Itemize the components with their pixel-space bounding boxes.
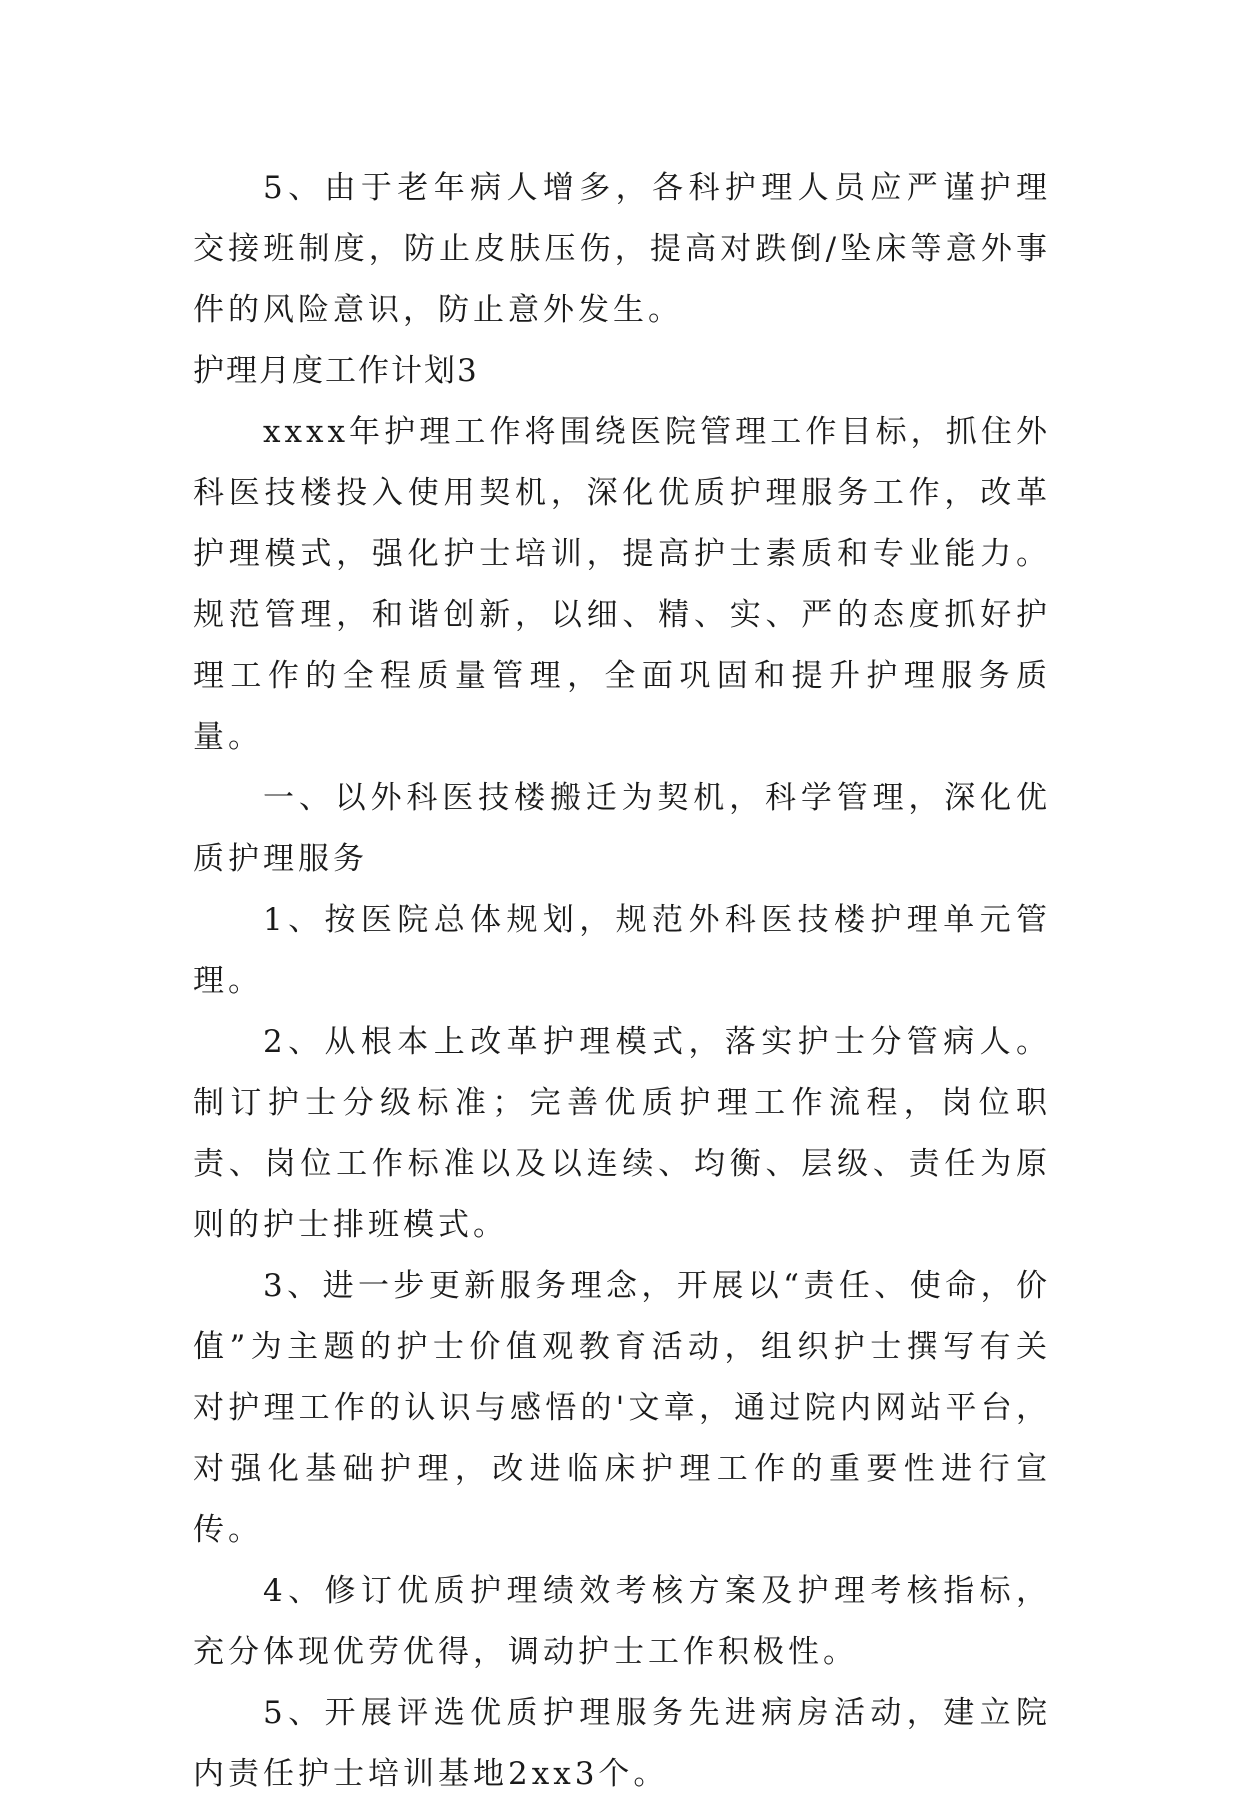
intro-paragraph: xxxx年护理工作将围绕医院管理工作目标，抓住外科医技楼投入使用契机，深化优质护理服务工作，改革护理模式，强化护士培训，提高护士素质和专业能力。规范管理，和谐创新，以细、精、实、严的态度抓好护理工作的全程质量管理，全面巩固和提升护理服务质量。 (193, 414, 1051, 755)
paragraph-item-5: 5、开展评选优质护理服务先进病房活动，建立院内责任护士培训基地2xx3个。 (193, 1695, 1051, 1792)
subsection-heading-1: 一、以外科医技楼搬迁为契机，科学管理，深化优质护理服务 (193, 780, 1051, 877)
paragraph-item-2: 2、从根本上改革护理模式，落实护士分管病人。制订护士分级标准；完善优质护理工作流程，岗位职责、岗位工作标准以及以连续、均衡、层级、责任为原则的护士排班模式。 (193, 1024, 1051, 1243)
document-body (193, 158, 1051, 1805)
paragraph-item-5-skin-safety: 5、由于老年病人增多，各科护理人员应严谨护理交接班制度，防止皮肤压伤，提高对跌倒/坠床等意外事件的风险意识，防止意外发生。 (193, 170, 1051, 328)
paragraph-item-3: 3、进一步更新服务理念，开展以“责任、使命，价值”为主题的护士价值观教育活动，组织护士撰写有关对护理工作的认识与感悟的'文章，通过院内网站平台，对强化基础护理，改进临床护理工作的重要性进行宣传。 (193, 1268, 1051, 1548)
paragraph-item-4: 4、修订优质护理绩效考核方案及护理考核指标，充分体现优劳优得，调动护士工作积极性。 (193, 1573, 1051, 1670)
paragraph-item-1: 1、按医院总体规划，规范外科医技楼护理单元管理。 (193, 902, 1051, 999)
section-heading: 护理月度工作计划3 (193, 353, 479, 389)
